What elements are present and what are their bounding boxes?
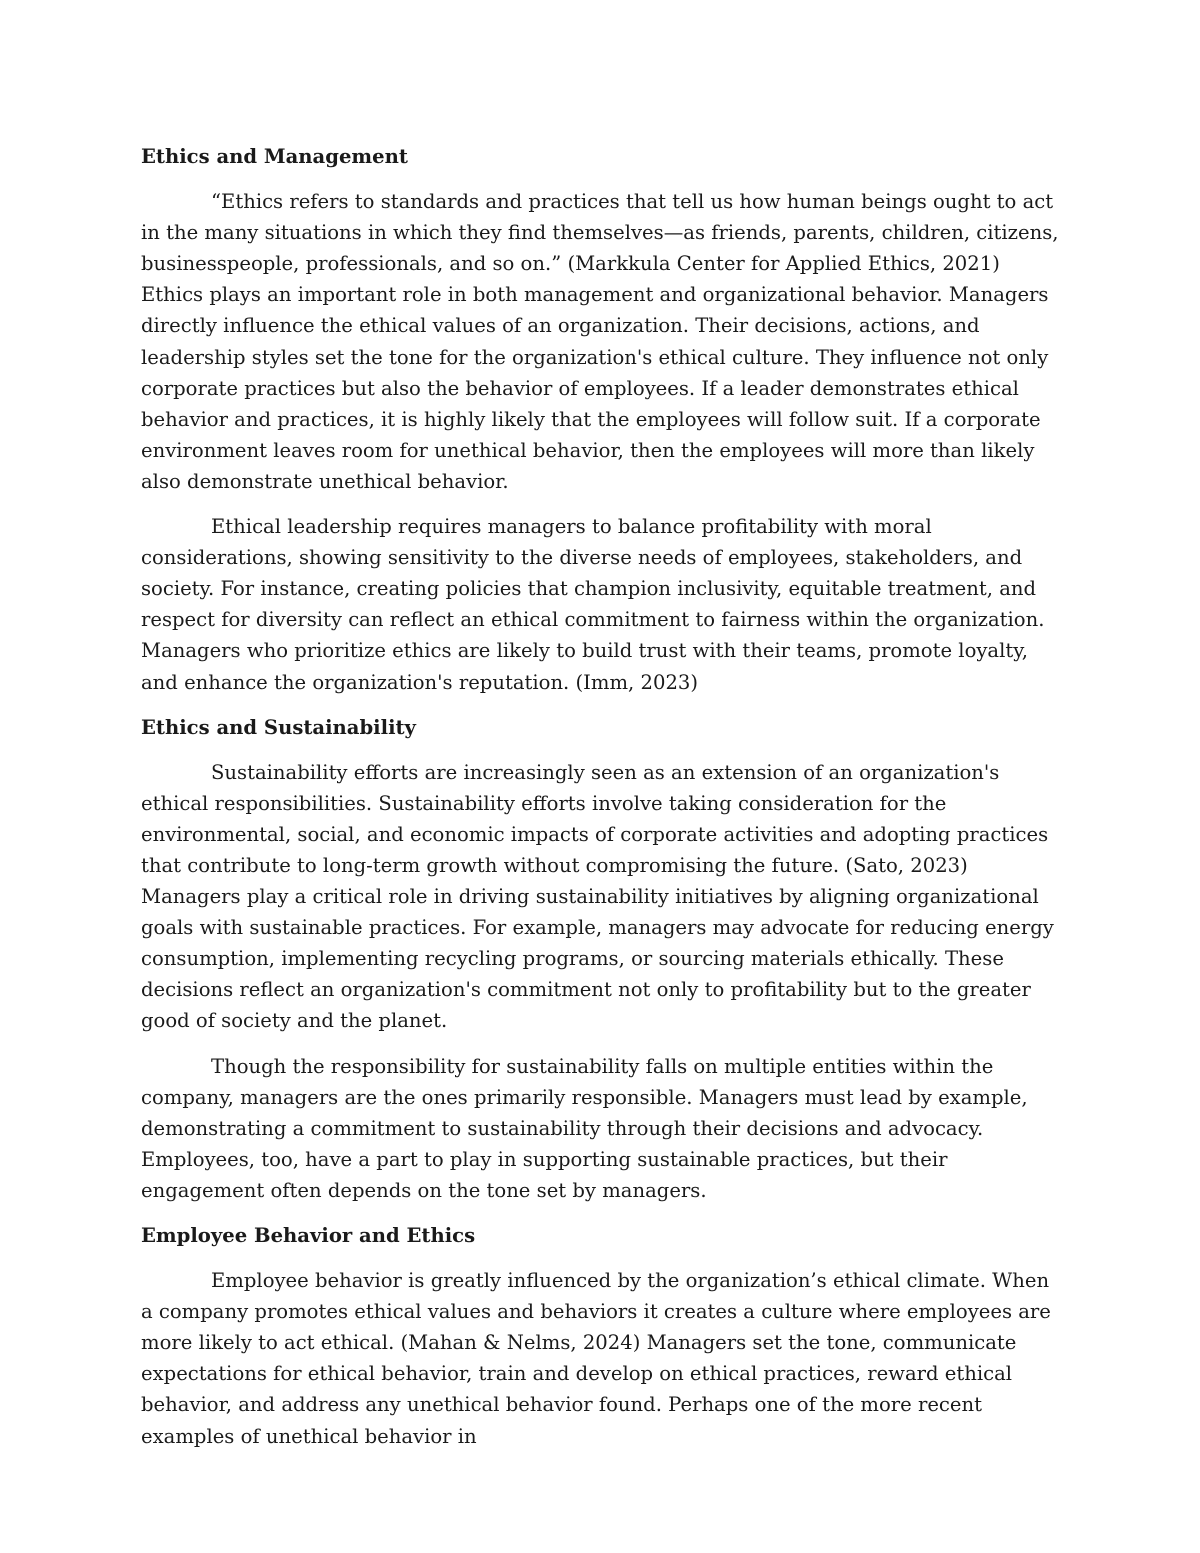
paragraph: Sustainability efforts are increasingly seen as an extension of an organization's ethical responsibilities. Sustainability efforts involve taking consideration for the environmental, social, and economic impacts of corporate activities and adopting practices that contribute to long-term growth without compromising the future. (Sato, 2023) Managers play a critical role in driving sustainability initiatives by aligning organizational goals with sustainable practices. For example, managers may advocate for reducing energy consumption, implementing recycling programs, or sourcing materials ethically. These decisions reflect an organization's commitment not only to profitability but to the greater good of society and the planet. xyxy=(141,760,1054,1033)
paragraph: Though the responsibility for sustainability falls on multiple entities within the company, managers are the ones primarily responsible. Managers must lead by example, demonstrating a commitment to sustainability through their decisions and advocacy. Employees, too, have a part to play in supporting sustainable practices, but their engagement often depends on the tone set by managers. xyxy=(141,1054,1028,1202)
section-heading: Employee Behavior and Ethics xyxy=(141,1224,476,1247)
section-heading: Ethics and Sustainability xyxy=(141,715,416,739)
paragraph: “Ethics refers to standards and practices that tell us how human beings ought to act in the many situations in which they find themselves—as friends, parents, children, citizens, businesspeople, professionals, and so on.” (Markkula Center for Applied Ethics, 2021) Ethics plays an important role in both management and organizational behavior. Managers directly influence the ethical values of an organization. Their decisions, actions, and leadership styles set the tone for the organization's ethical culture. They influence not only corporate practices but also the behavior of employees. If a leader demonstrates ethical behavior and practices, it is highly likely that the employees will follow suit. If a corporate environment leaves room for unethical behavior, then the employees will more than likely also demonstrate unethical behavior. xyxy=(141,190,1059,493)
section-ethics-and-sustainability xyxy=(141,712,1063,1206)
document-body xyxy=(141,141,1063,1466)
section-heading: Ethics and Management xyxy=(141,145,408,168)
paragraph: Ethical leadership requires managers to balance profitability with moral considerations, showing sensitivity to the diverse needs of employees, stakeholders, and society. For instance, creating policies that champion inclusivity, equitable treatment, and respect for diversity can reflect an ethical commitment to fairness within the organization. Managers who prioritize ethics are likely to build trust with their teams, promote loyalty, and enhance the organization's reputation. (Imm, 2023) xyxy=(141,515,1045,694)
paragraph: Employee behavior is greatly influenced by the organization’s ethical climate. When a company promotes ethical values and behaviors it creates a culture where employees are more likely to act ethical. (Mahan & Nelms, 2024) Managers set the tone, communicate expectations for ethical behavior, train and develop on ethical practices, reward ethical behavior, and address any unethical behavior found. Perhaps one of the more recent examples of unethical behavior in xyxy=(141,1269,1051,1448)
section-ethics-and-management xyxy=(141,141,1063,698)
section-employee-behavior-and-ethics xyxy=(141,1220,1063,1452)
